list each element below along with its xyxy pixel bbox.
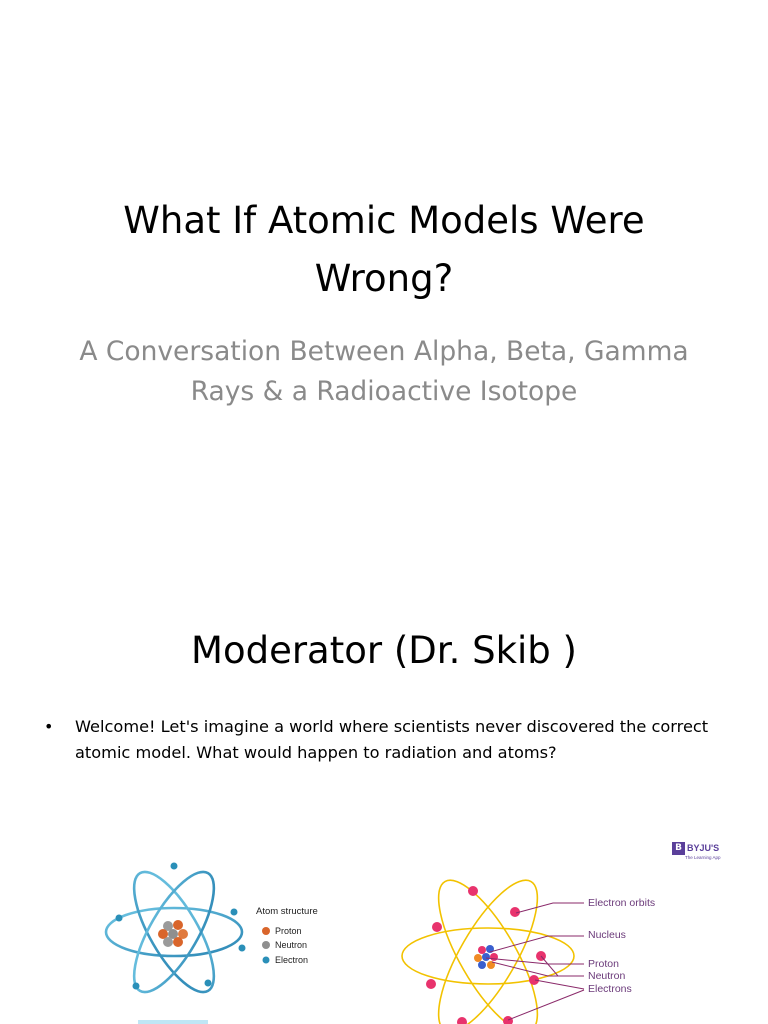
electron-particle xyxy=(133,983,140,990)
bottom-glow xyxy=(138,1020,208,1024)
moderator-slide xyxy=(0,576,768,1024)
label-electron-orbits: Electron orbits xyxy=(588,897,656,909)
leader-line xyxy=(508,990,584,1020)
proton-particle xyxy=(490,953,498,961)
nucleus xyxy=(474,945,498,969)
figure1-legend xyxy=(262,926,308,965)
leader-line xyxy=(541,956,584,976)
proton-particle xyxy=(173,937,183,947)
atom-structure-figure xyxy=(100,852,340,1024)
leader-line xyxy=(490,936,584,952)
leader-line xyxy=(535,980,584,989)
neutron-legend-icon xyxy=(262,941,270,949)
neutron-particle xyxy=(482,953,490,961)
figure1-heading: Atom structure xyxy=(256,906,318,917)
nucleus xyxy=(158,920,188,947)
leader-lines xyxy=(486,903,584,1020)
neutron-particle xyxy=(163,937,173,947)
electron-legend-icon xyxy=(263,957,270,964)
electron-particle xyxy=(239,945,246,952)
presentation-title: What If Atomic Models Were Wrong? xyxy=(123,199,645,300)
electron-particle xyxy=(116,915,123,922)
proton-legend-icon xyxy=(262,927,270,935)
label-neutron: Neutron xyxy=(588,970,626,982)
labelled-atom-figure xyxy=(398,834,738,1024)
label-proton: Proton xyxy=(588,958,619,970)
electron-particle xyxy=(171,863,178,870)
electron-particle xyxy=(231,909,238,916)
electron-particle xyxy=(457,1017,467,1024)
brand-tagline: The Learning App xyxy=(685,855,721,860)
legend-label: Neutron xyxy=(275,940,308,950)
brand-name: BYJU'S xyxy=(687,843,720,853)
label-nucleus: Nucleus xyxy=(588,929,626,941)
byjus-logo xyxy=(672,839,721,860)
electron-particle xyxy=(468,886,478,896)
electron-particle xyxy=(426,979,436,989)
neutron-particle xyxy=(478,961,486,969)
proton-particle xyxy=(474,954,482,962)
bullet-text: Welcome! Let's imagine a world where scientists never discovered the correct atomic model. What would happen to radiation and atoms? xyxy=(75,717,709,762)
leader-line xyxy=(516,903,584,913)
proton-particle xyxy=(478,946,486,954)
bullet-item xyxy=(44,714,724,766)
figure2-labels xyxy=(588,897,655,995)
bullet-list xyxy=(44,714,724,766)
label-electrons: Electrons xyxy=(588,983,632,995)
legend-label: Proton xyxy=(275,926,302,936)
proton-particle xyxy=(173,920,183,930)
presentation-subtitle: A Conversation Between Alpha, Beta, Gamma Rays & a Radioactive Isotope xyxy=(79,336,689,407)
leader-line xyxy=(486,958,584,964)
byjus-wordmark xyxy=(685,836,721,860)
bullet-dot-icon: • xyxy=(44,717,54,736)
legend-label: Electron xyxy=(275,955,309,965)
slide-title: Moderator (Dr. Skib ) xyxy=(191,629,577,672)
electron-particle xyxy=(432,922,442,932)
electron-particle xyxy=(205,980,212,987)
byjus-logo-icon: B xyxy=(672,842,685,855)
